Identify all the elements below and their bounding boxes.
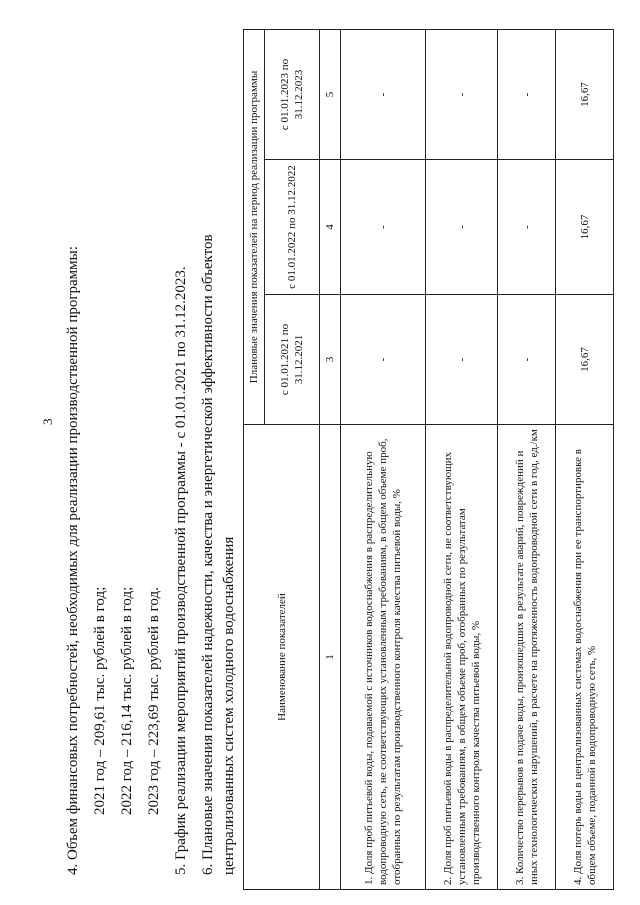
indicator-value: - [426,29,498,159]
table-row [498,29,556,889]
section-5-title: 5. График реализации мероприятий производственной программы - с 01.01.2021 по 31.12.2023. [173,266,189,875]
table-row [426,29,498,889]
indicator-name: 3. Количество перерывов в подаче воды, произошедших в результате аварий, повреждений и иных технологических нарушений, в расчете на протяженность водопроводной сети в год, ед./км [498,425,556,890]
indicator-value: - [426,160,498,295]
table-row [341,29,426,889]
indicator-value: - [426,295,498,425]
indicator-name: 4. Доля потерь воды в централизованных системах водоснабжения при ее транспортировке в общем объеме, поданной в водопроводную сеть, % [556,425,614,890]
indicator-value: 16,67 [556,29,614,159]
indicator-value: - [498,29,556,159]
table-row [556,29,614,889]
period-header: с 01.01.2023 по 31.12.2023 [265,29,320,159]
page-number: 3 [40,418,55,425]
indicator-value: - [498,295,556,425]
group-header: Плановые значения показателей на период реализации программы [244,29,265,424]
col-number: 4 [320,160,341,295]
col-name-header: Наименование показателей [244,425,320,890]
section-4-item: 2021 год – 209,61 тыс. рублей в год; [92,586,108,815]
document-text [60,15,236,875]
indicator-value: 16,67 [556,160,614,295]
col-number: 5 [320,29,341,159]
indicator-value: 16,67 [556,295,614,425]
section-6-title-cont: централизованных систем холодного водоснабжения [221,536,237,875]
indicator-value: - [341,160,426,295]
section-4-title: 4. Объем финансовых потребностей, необходимых для реализации производственной программы: [65,246,81,875]
section-4-item: 2022 год – 216,14 тыс. рублей в год; [119,586,135,815]
indicator-value: - [341,295,426,425]
col-number: 1 [320,425,341,890]
section-6-title: 6. Плановые значения показателей надежности, качества и энергетической эффективности объектов [200,234,216,875]
period-header: с 01.01.2022 по 31.12.2022 [265,160,320,295]
indicator-name: 2. Доля проб питьевой воды в распределительной водопроводной сети, не соответствующих установленным требованиям, в общем объеме проб, отобранных по результатам производственного контроля качества питьевой воды, % [426,425,498,890]
indicators-table [243,29,614,890]
section-4-item: 2023 год – 223,69 тыс. рублей в год. [146,587,162,815]
col-number: 3 [320,295,341,425]
indicator-value: - [341,29,426,159]
indicator-value: - [498,160,556,295]
indicator-name: 1. Доля проб питьевой воды, подаваемой с источников водоснабжения в распределительную водопроводную сеть, не соответствующих установленным требованиям, в общем объеме проб, отобранных по результатам производственного контроля качества питьевой воды, % [341,425,426,890]
period-header: с 01.01.2021 по 31.12.2021 [265,295,320,425]
